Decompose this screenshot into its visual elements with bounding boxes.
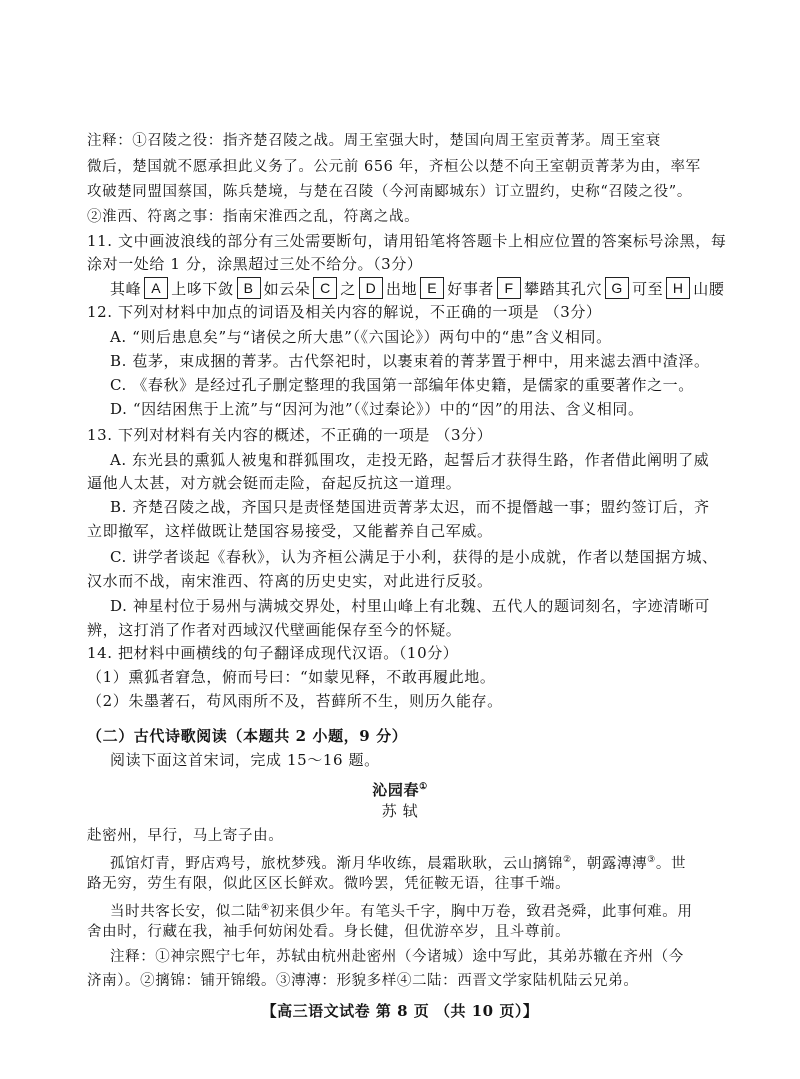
q11-segment: 攀踏其孔穴	[524, 279, 603, 298]
poem-title	[0, 776, 800, 801]
note-marker-2: ②	[563, 855, 572, 865]
q14-sentence-1: （1）熏狐者窘急，俯而号曰：“如蒙见释，不敢再履此地。	[87, 668, 496, 686]
poem-title-text: 沁园春	[372, 781, 420, 799]
q12-option-b: B. 苞茅，束成捆的菁茅。古代祭祀时，以裹束着的菁茅置于柙中，用来滤去酒中渣泽。	[110, 352, 710, 370]
q11-segment: 好事者	[447, 279, 495, 298]
q14-sentence-2: （2）朱墨著石，苟风雨所不及，苔藓所不生，则历久能存。	[87, 692, 503, 710]
q14-stem: 14. 把材料中画横线的句子翻译成现代汉语。（10分）	[87, 644, 459, 662]
q13-option-d-1: D. 神星村位于易州与满城交界处，村里山峰上有北魏、五代人的题词刻名，字迹清晰可	[110, 597, 711, 615]
section2-title: （二）古代诗歌阅读（本题共 2 小题，9 分）	[87, 727, 408, 745]
poem-line-4: 舍由时，行藏在我，袖手何妨闲处看。身长健，但优游卒岁，且斗尊前。	[87, 924, 571, 940]
q11-box-b[interactable]: B	[237, 277, 261, 299]
q11-stem-2: 涂对一处给 1 分，涂黑超过三处不给分。（3分）	[87, 255, 423, 273]
notes-line-2: 微后，楚国就不愿承担此义务了。公元前 656 年，齐桓公以楚不向王室朝贡菁茅为由，率军	[87, 159, 701, 175]
q13-option-a-1: A. 东光县的熏狐人被鬼和群狐围攻，走投无路，起誓后才获得生路，作者借此阐明了威	[110, 451, 710, 469]
notes-line-3: 攻破楚同盟国蔡国，陈兵楚境，与楚在召陵（今河南郾城东）订立盟约，史称“召陵之役”。	[87, 184, 692, 200]
q11-box-c[interactable]: C	[313, 277, 337, 299]
q11-box-g[interactable]: G	[605, 277, 629, 299]
note-marker-4: ④	[261, 903, 270, 913]
q11-segment: 出地	[386, 279, 418, 298]
q13-option-b-1: B. 齐楚召陵之战，齐国只是责怪楚国进贡菁茅太迟，而不提僭越一事；盟约签订后，齐	[110, 498, 710, 516]
q11-stem-1: 11. 文中画波浪线的部分有三处需要断句，请用铅笔将答题卡上相应位置的答案标号涂黑，每	[87, 232, 727, 250]
q11-box-f[interactable]: F	[497, 277, 521, 299]
q11-box-e[interactable]: E	[420, 277, 444, 299]
q13-option-c-2: 汉水而不战，南宋淮西、符离的历史史实，对此进行反驳。	[87, 572, 493, 590]
q11-segment: 之	[340, 279, 357, 298]
poem-line-1	[110, 849, 686, 875]
q13-option-a-2: 逼他人太甚，对方就会铤而走险，奋起反抗这一道理。	[87, 474, 462, 492]
poem-line-3-b: 初来俱少年。有笔头千字，胸中万卷，致君尧舜，此事何难。用	[269, 903, 693, 920]
q11-box-h[interactable]: H	[666, 277, 690, 299]
poem-line-1-b: ，朝露漙漙	[571, 855, 648, 872]
q11-box-d[interactable]: D	[359, 277, 383, 299]
poem-line-1-c: 。世	[655, 855, 687, 872]
poem-notes-2: 济南）。②摛锦：铺开锦缎。③漙漙：形貌多样④二陆：西晋文学家陆机陆云兄弟。	[87, 973, 639, 989]
poem-preface: 赴密州，早行，马上寄子由。	[87, 828, 284, 844]
q11-segment: 可至	[632, 279, 664, 298]
section2-instruction: 阅读下面这首宋词，完成 15～16 题。	[110, 751, 380, 769]
poem-line-3-a: 当时共客长安，似二陆	[110, 903, 261, 920]
notes-line-1: 注释：①召陵之役：指齐楚召陵之战。周王室强大时，楚国向周王室贡菁茅。周王室衰	[87, 133, 661, 149]
q11-box-a[interactable]: A	[144, 277, 168, 299]
poem-author: 苏 轼	[381, 802, 419, 820]
q11-answer-boxes	[110, 276, 724, 300]
q11-segment: 上哆下敛	[171, 279, 234, 298]
poem-notes-1: 注释：①神宗熙宁七年，苏轼由杭州赴密州（今诸城）途中写此，其弟苏辙在齐州（今	[110, 949, 684, 965]
poem-title-note-marker: ①	[419, 782, 428, 792]
q11-segment: 其峰	[110, 279, 142, 298]
q12-option-c: C. 《春秋》是经过孔子删定整理的我国第一部编年体史籍，是儒家的重要著作之一。	[110, 376, 694, 394]
q11-segment: 山腰	[693, 279, 725, 298]
q13-option-b-2: 立即撤军，这样做既让楚国容易接受，又能蓄养自己军威。	[87, 522, 493, 540]
q13-option-c-1: C. 讲学者谈起《春秋》，认为齐桓公满足于小利，获得的是小成就，作者以楚国据方城、	[110, 548, 718, 566]
page-footer: 【高三语文试卷 第 8 页 （共 10 页）】	[261, 1002, 539, 1020]
q11-segment: 如云朵	[263, 279, 311, 298]
poem-line-1-a: 孤馆灯青，野店鸡号，旅枕梦残。渐月华收练，晨霜耿耿，云山摛锦	[110, 855, 563, 872]
q12-stem: 12. 下列对材料中加点的词语及相关内容的解说，不正确的一项是 （3分）	[87, 303, 602, 321]
notes-line-4: ②淮西、符离之事：指南宋淮西之乱，符离之战。	[87, 209, 420, 225]
poem-line-2: 路无穷，劳生有限，似此区区长鲜欢。微吟罢，凭征鞍无语，往事千端。	[87, 876, 571, 892]
note-marker-3: ③	[647, 855, 656, 865]
poem-line-3	[110, 897, 692, 923]
q13-stem: 13. 下列对材料有关内容的概述，不正确的一项是 （3分）	[87, 426, 493, 444]
q13-option-d-2: 辨，这打消了作者对西域汉代壁画能保存至今的怀疑。	[87, 621, 462, 639]
q12-option-a: A. “则后患息矣”与“诸侯之所大患”（《六国论》）两句中的“患”含义相同。	[110, 328, 612, 346]
q12-option-d: D. “因结困焦于上流”与“因河为池”（《过秦论》）中的“因”的用法、含义相同。	[110, 400, 644, 418]
